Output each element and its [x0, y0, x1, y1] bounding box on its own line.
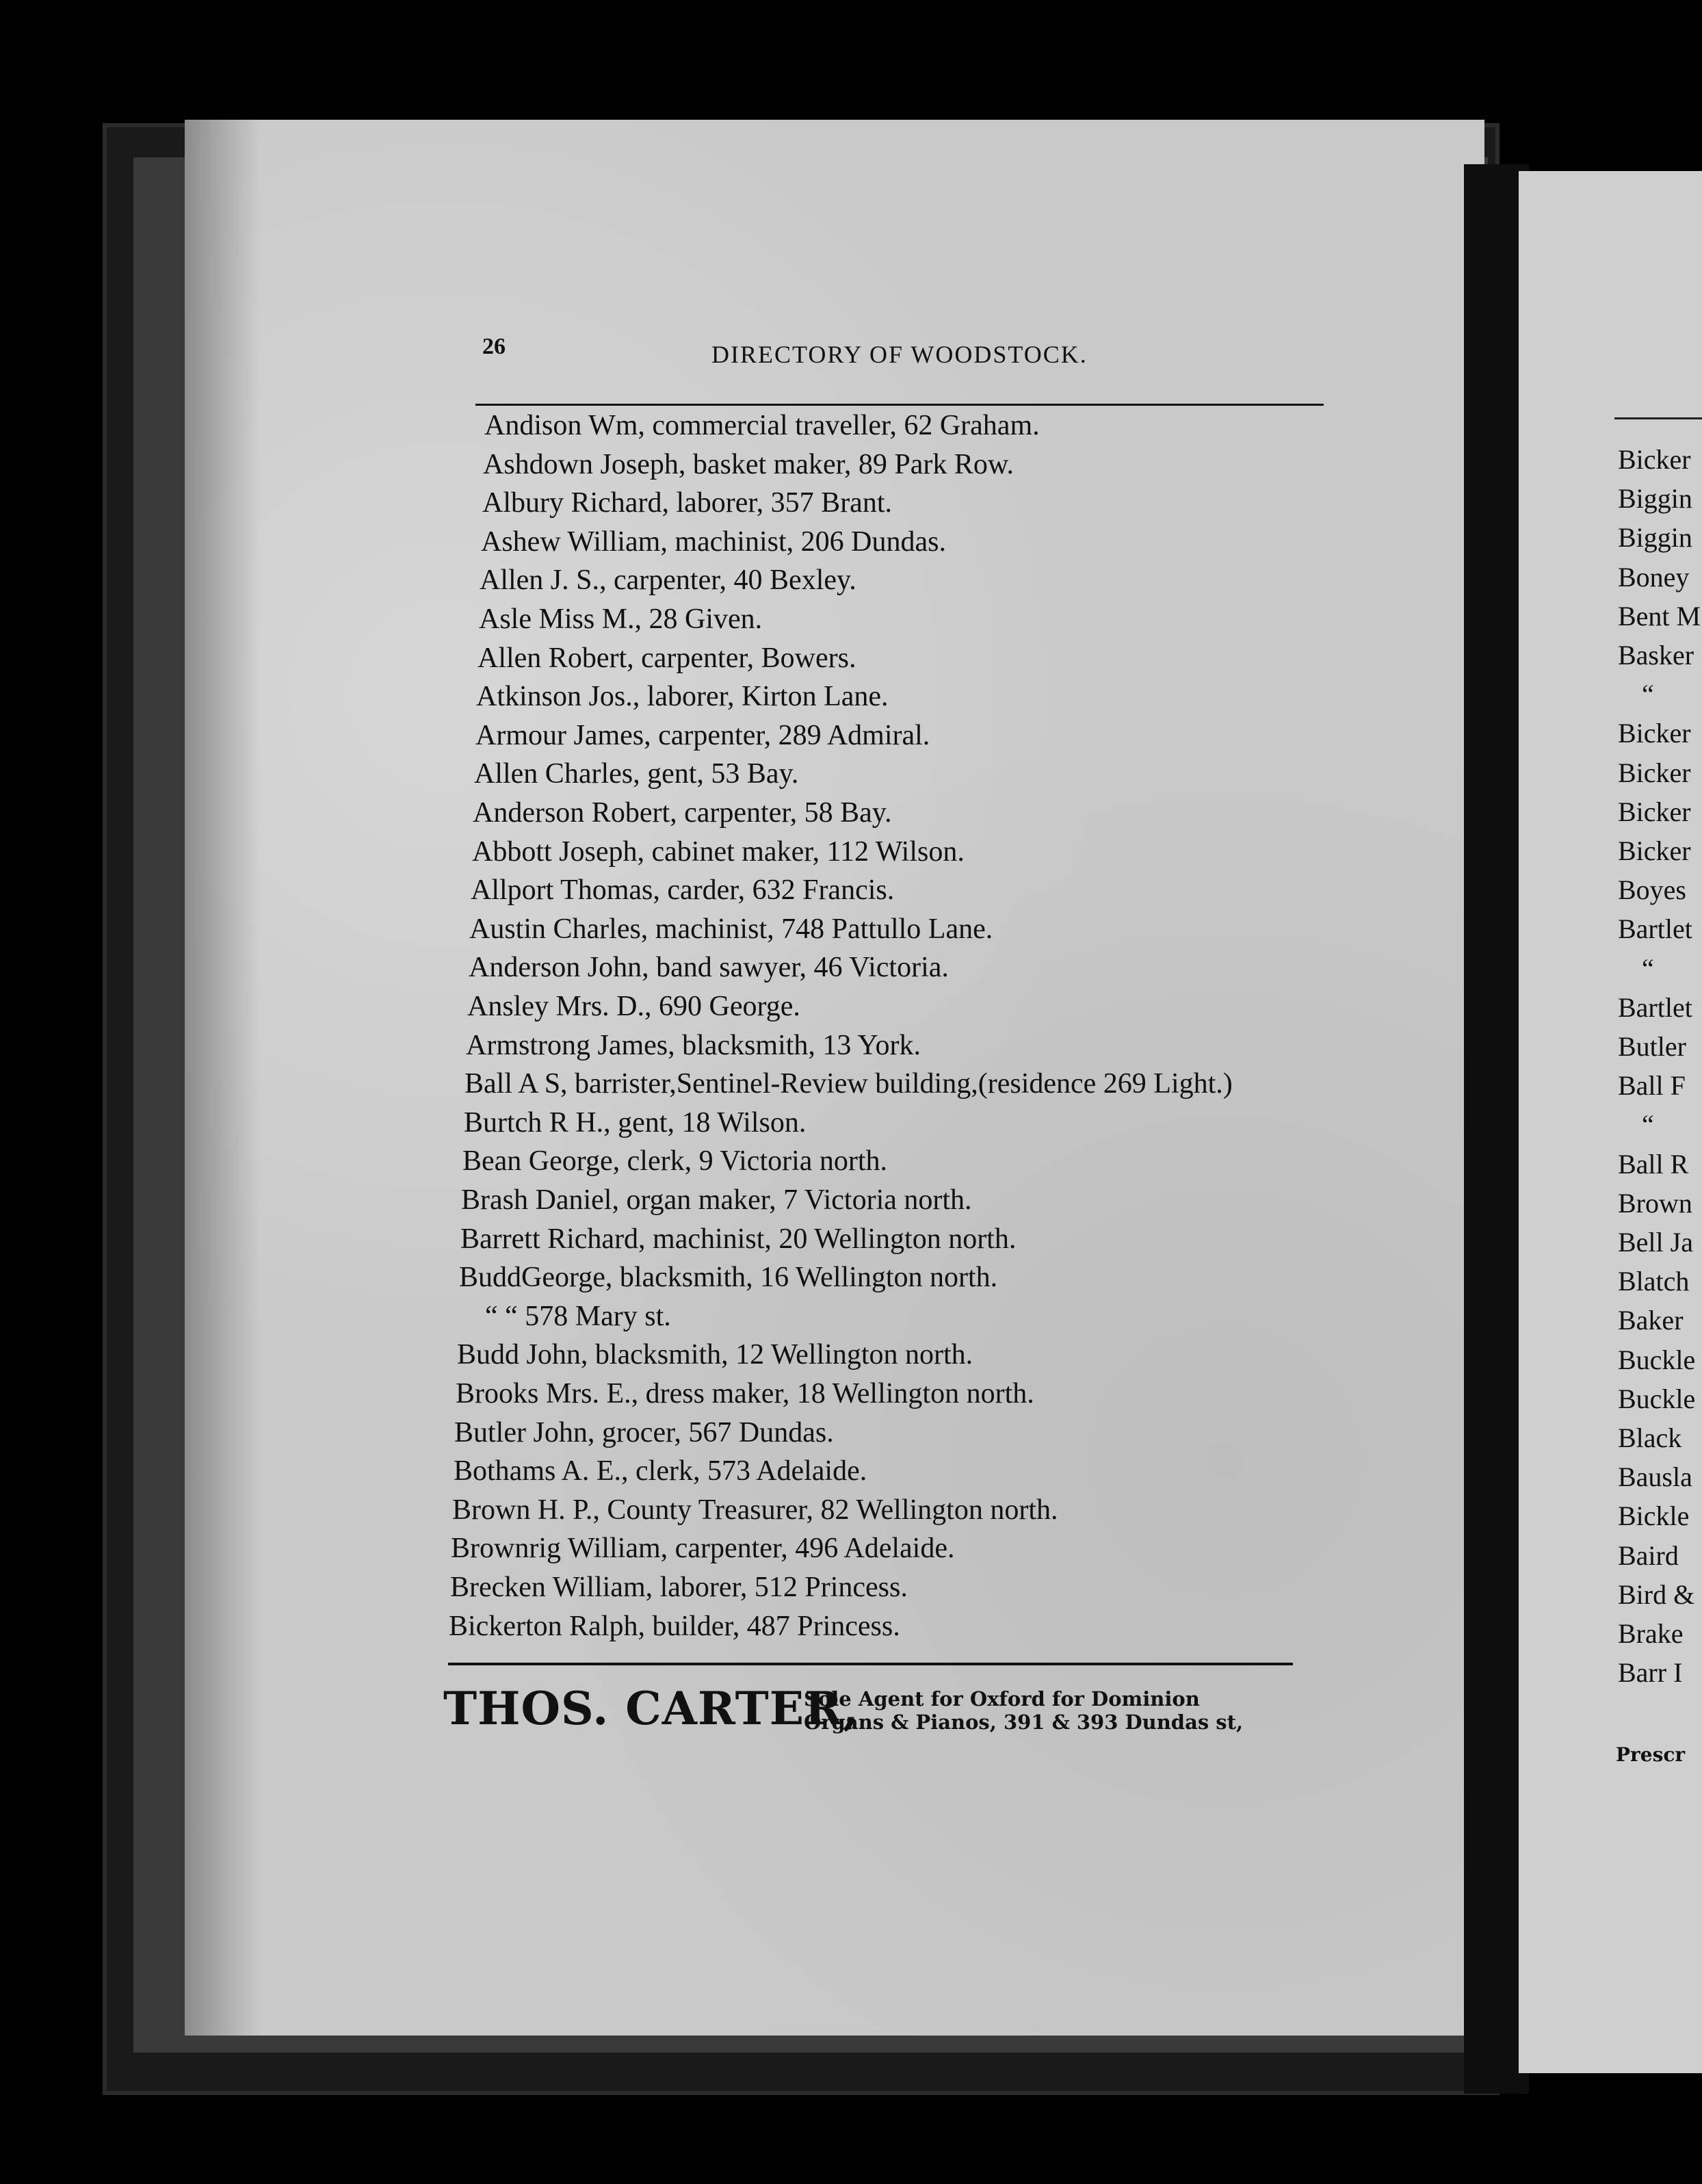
- directory-entry: Bean George, clerk, 9 Victoria north.: [462, 1145, 888, 1177]
- directory-entry: Brecken William, laborer, 512 Princess.: [450, 1572, 908, 1603]
- directory-entry: Brash Daniel, organ maker, 7 Victoria north.: [461, 1184, 972, 1216]
- facing-page-entry: Bicker: [1618, 757, 1691, 788]
- directory-entry: Ashew William, machinist, 206 Dundas.: [481, 526, 946, 558]
- page-edge-shadow: [185, 120, 260, 2036]
- directory-entry: Allen Charles, gent, 53 Bay.: [474, 758, 799, 790]
- facing-page-entry: Bartlet: [1618, 992, 1692, 1023]
- directory-entry: Burtch R H., gent, 18 Wilson.: [464, 1107, 807, 1139]
- facing-page-entry: “: [1642, 1109, 1654, 1140]
- directory-entry: Austin Charles, machinist, 748 Pattullo Lane.: [469, 913, 993, 945]
- directory-entry: Albury Richard, laborer, 357 Brant.: [482, 487, 892, 519]
- facing-page-entry: “: [1642, 679, 1654, 710]
- facing-page-entry: Bird &: [1618, 1579, 1695, 1610]
- facing-page-entry: Ball R: [1618, 1149, 1689, 1180]
- facing-page-entry: Biggin: [1618, 483, 1692, 514]
- directory-entry: Abbott Joseph, cabinet maker, 112 Wilson.: [472, 836, 965, 868]
- facing-page-entry: “: [1642, 953, 1654, 984]
- directory-entry: Allen Robert, carpenter, Bowers.: [477, 642, 856, 674]
- facing-page-entry: Bicker: [1618, 444, 1691, 475]
- directory-entry: Bothams A. E., clerk, 573 Adelaide.: [454, 1455, 867, 1487]
- advertiser-name: THOS. CARTER,: [443, 1682, 859, 1735]
- directory-entry: Ball A S, barrister,Sentinel-Review building,(residence 269 Light.): [464, 1068, 1233, 1100]
- directory-entry: Brown H. P., County Treasurer, 82 Wellington north.: [452, 1494, 1058, 1526]
- facing-page-entry: Black: [1618, 1422, 1682, 1453]
- directory-entry: Butler John, grocer, 567 Dundas.: [454, 1417, 834, 1448]
- directory-entry: Ansley Mrs. D., 690 George.: [467, 991, 800, 1022]
- facing-page-entry: Basker: [1618, 640, 1694, 671]
- facing-page-entry: Bicker: [1618, 718, 1691, 749]
- facing-page-entry: Bell Ja: [1618, 1227, 1693, 1258]
- facing-page-entry: Baker: [1618, 1305, 1684, 1336]
- facing-page-entry: Buckle: [1618, 1383, 1696, 1414]
- advertisement-line-1: Sole Agent for Oxford for Dominion: [804, 1687, 1200, 1711]
- header-rule: [475, 404, 1324, 406]
- advertisement-line-2: Organs & Pianos, 391 & 393 Dundas st,: [804, 1711, 1244, 1734]
- directory-entry: Asle Miss M., 28 Given.: [479, 603, 763, 635]
- directory-entry: Barrett Richard, machinist, 20 Wellington north.: [460, 1223, 1017, 1255]
- directory-entry: Bickerton Ralph, builder, 487 Princess.: [449, 1611, 900, 1642]
- facing-page-entry: Brake: [1618, 1618, 1684, 1649]
- directory-entry: Brownrig William, carpenter, 496 Adelaide.: [451, 1533, 955, 1564]
- facing-page-entry: Bent M: [1618, 601, 1701, 632]
- facing-page-entry: Bausla: [1618, 1461, 1692, 1492]
- facing-page-footer: Prescr: [1616, 1743, 1686, 1766]
- directory-entry: Armour James, carpenter, 289 Admiral.: [475, 720, 930, 751]
- facing-page-entry: Boyes: [1618, 874, 1686, 905]
- facing-page-entry: Brown: [1618, 1188, 1692, 1219]
- right-page-rule: [1614, 417, 1702, 419]
- directory-entry: Allport Thomas, carder, 632 Francis.: [471, 874, 895, 906]
- directory-entry: Atkinson Jos., laborer, Kirton Lane.: [476, 681, 889, 712]
- directory-entry: Anderson John, band sawyer, 46 Victoria.: [469, 952, 949, 983]
- facing-page-entry: Bartlet: [1618, 913, 1692, 944]
- directory-entry: Brooks Mrs. E., dress maker, 18 Wellington north.: [456, 1378, 1034, 1409]
- directory-entry: “ “ 578 Mary st.: [485, 1301, 671, 1332]
- directory-entry: Andison Wm, commercial traveller, 62 Graham.: [484, 410, 1040, 441]
- directory-entry: BuddGeorge, blacksmith, 16 Wellington north.: [459, 1262, 998, 1293]
- directory-entry: Allen J. S., carpenter, 40 Bexley.: [480, 564, 856, 596]
- page-number: 26: [482, 334, 506, 359]
- running-head: DIRECTORY OF WOODSTOCK.: [711, 341, 1088, 368]
- directory-entry: Budd John, blacksmith, 12 Wellington north.: [457, 1339, 973, 1370]
- facing-page-entry: Biggin: [1618, 522, 1692, 553]
- facing-page-entry: Ball F: [1618, 1070, 1686, 1101]
- directory-entry: Armstrong James, blacksmith, 13 York.: [466, 1030, 921, 1061]
- facing-page-entry: Barr I: [1618, 1657, 1683, 1688]
- directory-entry: Ashdown Joseph, basket maker, 89 Park Row.: [483, 449, 1014, 480]
- footer-rule: [448, 1663, 1293, 1665]
- facing-page-entry: Baird: [1618, 1540, 1679, 1571]
- facing-page-entry: Buckle: [1618, 1344, 1696, 1375]
- facing-page-entry: Boney: [1618, 562, 1690, 593]
- directory-entry: Anderson Robert, carpenter, 58 Bay.: [473, 797, 892, 829]
- facing-page-entry: Bicker: [1618, 796, 1691, 827]
- facing-page-entry: Bicker: [1618, 835, 1691, 866]
- facing-page-entry: Bickle: [1618, 1500, 1690, 1531]
- facing-page-entry: Butler: [1618, 1031, 1686, 1062]
- facing-page-entry: Blatch: [1618, 1266, 1690, 1297]
